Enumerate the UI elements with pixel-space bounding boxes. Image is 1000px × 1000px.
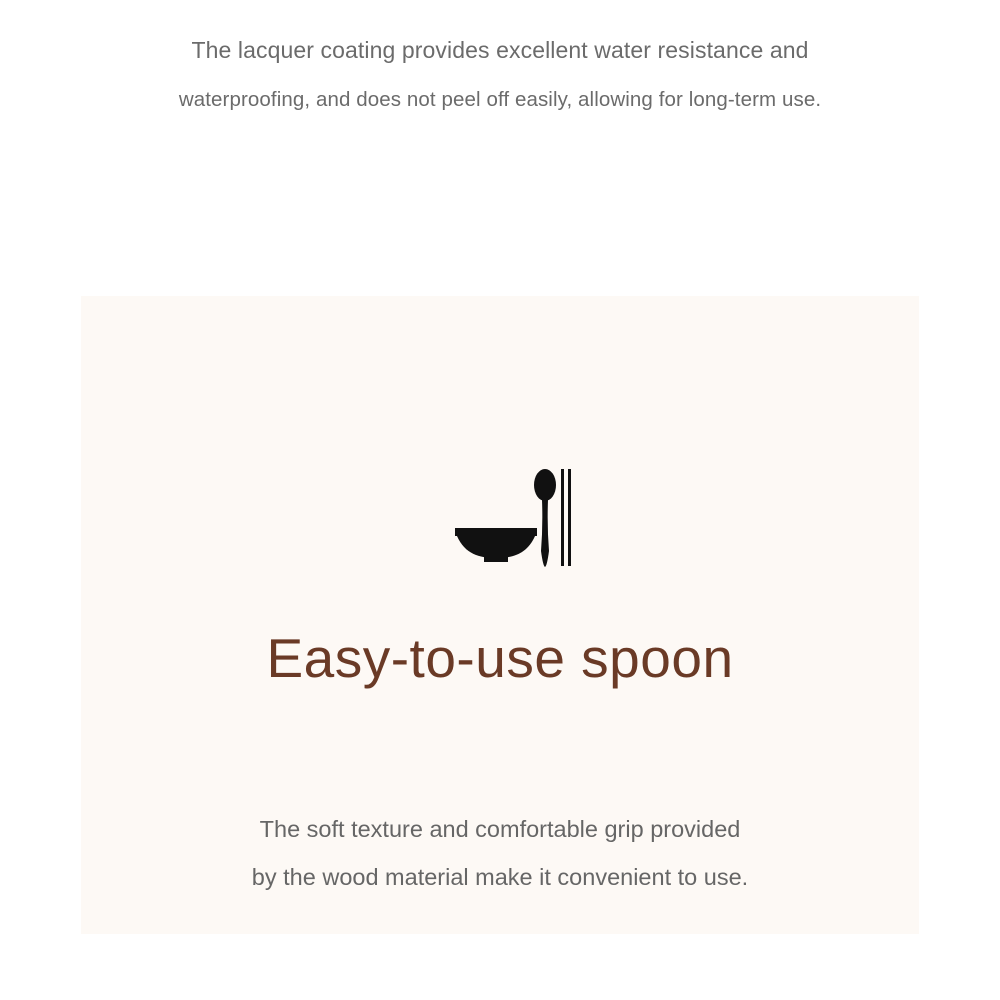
feature-panel [81, 296, 919, 934]
feature-description [81, 805, 919, 901]
intro-text-block [0, 26, 1000, 124]
feature-desc-line-1: The soft texture and comfortable grip provided [259, 816, 741, 842]
feature-desc-line-2: by the wood material make it convenient to use. [251, 864, 749, 890]
feature-heading: Easy-to-use spoon [266, 627, 734, 689]
bowl-spoon-chopsticks-icon [455, 466, 575, 571]
intro-line-1: The lacquer coating provides excellent water resistance and [191, 37, 809, 63]
intro-line-2: waterproofing, and does not peel off easily, allowing for long-term use. [178, 88, 822, 111]
